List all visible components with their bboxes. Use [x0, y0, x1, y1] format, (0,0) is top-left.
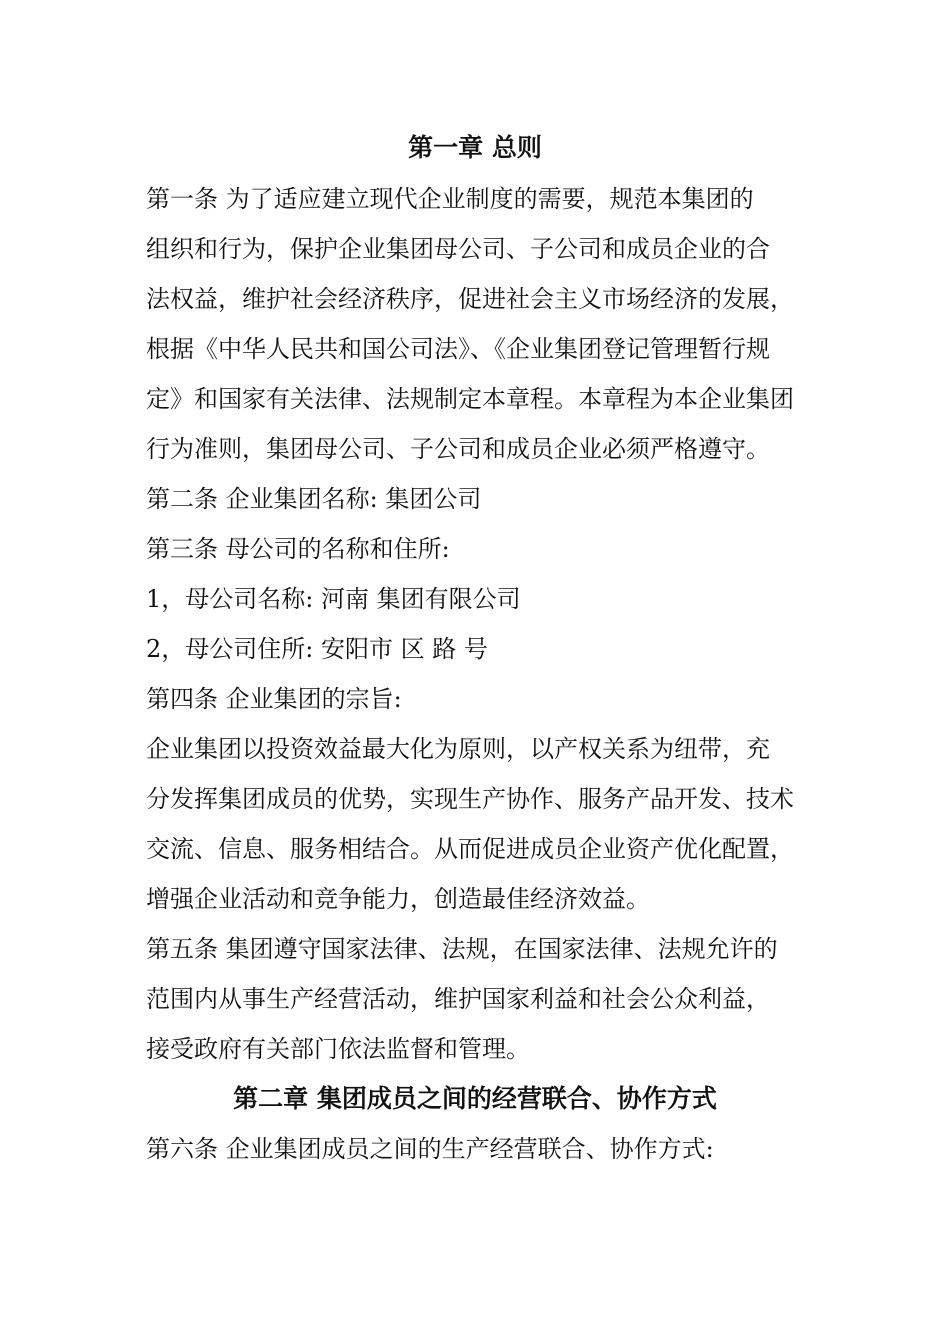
- article-1-line-3: 法权益，维护社会经济秩序，促进社会主义市场经济的发展，: [146, 285, 794, 313]
- article-5-line-3: 接受政府有关部门依法监督和管理。: [146, 1035, 530, 1063]
- article-4-line-4: 增强企业活动和竞争能力，创造最佳经济效益。: [146, 885, 650, 913]
- article-6: 第六条 企业集团成员之间的生产经营联合、协作方式:: [146, 1135, 714, 1163]
- article-3-item-2: 2，母公司住所: 安阳市 区 路 号: [146, 635, 488, 663]
- article-4-line-2: 分发挥集团成员的优势，实现生产协作、服务产品开发、技术: [146, 785, 794, 813]
- article-4-line-3: 交流、信息、服务相结合。从而促进成员企业资产优化配置，: [146, 835, 794, 863]
- article-1-line-1: 第一条 为了适应建立现代企业制度的需要，规范本集团的: [146, 185, 754, 213]
- article-1-line-4: 根据《中华人民共和国公司法》、《企业集团登记管理暂行规: [146, 335, 770, 363]
- article-1-line-2: 组织和行为，保护企业集团母公司、子公司和成员企业的合: [146, 235, 770, 263]
- article-5-line-1: 第五条 集团遵守国家法律、法规，在国家法律、法规允许的: [146, 935, 778, 963]
- article-4-line-1: 企业集团以投资效益最大化为原则，以产权关系为纽带，充: [146, 735, 770, 763]
- article-3-item-1: 1，母公司名称: 河南 集团有限公司: [146, 585, 521, 613]
- chapter-2-title: 第二章 集团成员之间的经营联合、协作方式: [233, 1084, 717, 1113]
- chapter-1-title: 第一章 总则: [408, 133, 542, 162]
- article-2: 第二条 企业集团名称: 集团公司: [146, 485, 482, 513]
- article-1-line-6: 行为准则，集团母公司、子公司和成员企业必须严格遵守。: [146, 435, 770, 463]
- article-1-line-5: 定》和国家有关法律、法规制定本章程。本章程为本企业集团: [146, 385, 794, 413]
- article-4: 第四条 企业集团的宗旨:: [146, 685, 402, 713]
- article-5-line-2: 范围内从事生产经营活动，维护国家利益和社会公众利益，: [146, 985, 770, 1013]
- article-3: 第三条 母公司的名称和住所:: [146, 535, 450, 563]
